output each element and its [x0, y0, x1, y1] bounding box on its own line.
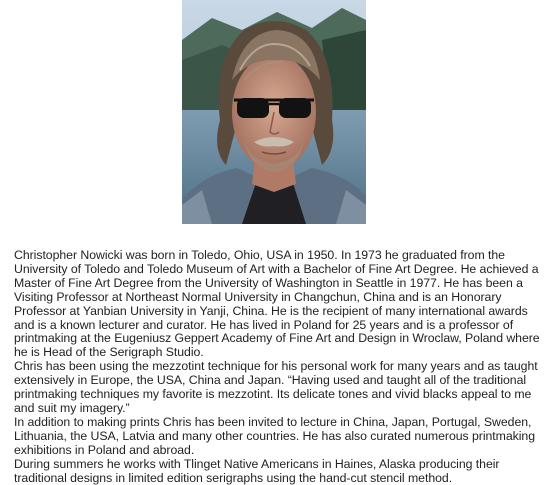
bio-paragraph: During summers he works with Tlinget Native Americans in Haines, Alaska producing their traditional designs in limited edition serigraphs using the hand-cut stencil method.	[14, 456, 500, 485]
bio-paragraph: In addition to making prints Chris has been invited to lecture in China, Japan, Portugal, Sweden, Lithuania, the USA, Latvia and many other countries. He has also curated numerous printmaking exhibitions in Poland and abroad.	[14, 414, 535, 457]
portrait-photo	[182, 0, 366, 224]
bio-text	[14, 249, 542, 485]
bio-paragraph: Christopher Nowicki was born in Toledo, Ohio, USA in 1950. In 1973 he graduated from the University of Toledo and Toledo Museum of Art with a Bachelor of Fine Art Degree. He achieved a Master of Fine Art Degree from the University of Washington in Seattle in 1977. He has been a Visiting Professor at Northeast Normal University in Changchun, China and is an Honorary Professor at Yanbian University in Yanji, China. He is the recipient of many international awards and is a known lecturer and curator. He has lived in Poland for 25 years and is a professor of printmaking at the Eugeniusz Geppert Academy of Fine Art and Design in Wroclaw, Poland where he is Head of the Serigraph Studio.	[14, 248, 540, 360]
bio-paragraph: Chris has been using the mezzotint technique for his personal work for many years and as taught extensively in Europe, the USA, China and Japan. “Having used and taught all of the traditional printmaking techniques my favorite is mezzotint. Its delicate tones and vivid blacks appeal to me and suit my imagery.”	[14, 359, 538, 415]
